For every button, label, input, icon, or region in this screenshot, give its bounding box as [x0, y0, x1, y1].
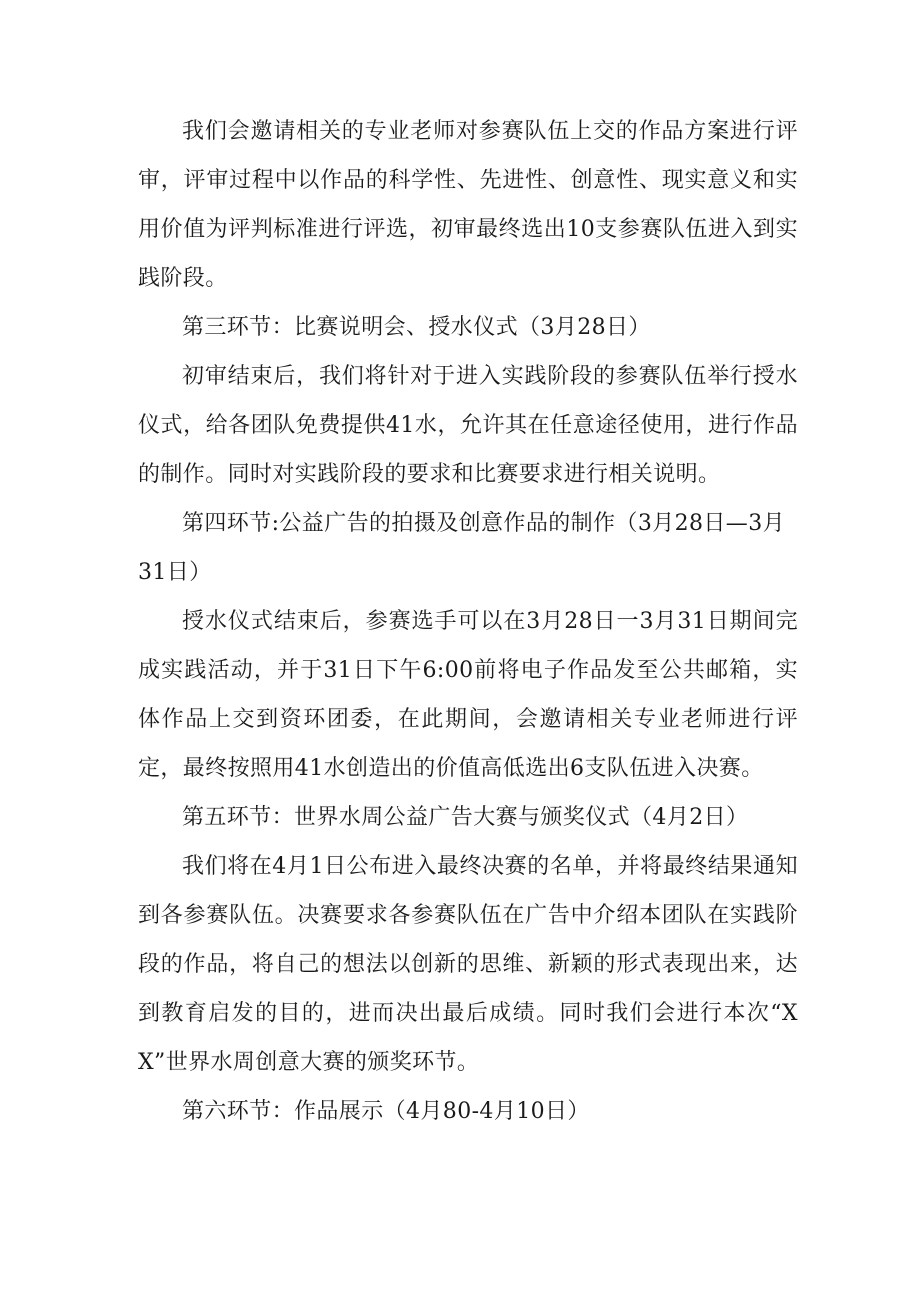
- section-heading-stage-6: 第六环节：作品展示（4月80-4月10日）: [182, 1099, 590, 1124]
- paragraph-practice-period: 授水仪式结束后，参赛选手可以在3月28日一3月31日期间完成实践活动，并于31日下午6:00前将电子作品发至公共邮箱，实体作品上交到资环团委，在此期间，会邀请相关专业老师进行评定，最终按照用41水创造出的价值高低选出6支队伍进入决赛。: [138, 609, 798, 781]
- paragraph-review-process: 我们会邀请相关的专业老师对参赛队伍上交的作品方案进行评审，评审过程中以作品的科学性、先进性、创意性、现实意义和实用价值为评判标准进行评选，初审最终选出10支参赛队伍进入到实践阶段。: [138, 119, 798, 291]
- paragraph-water-ceremony: 初审结束后，我们将针对于进入实践阶段的参赛队伍举行授水仪式，给各团队免费提供41水，允许其在任意途径使用，进行作品的制作。同时对实践阶段的要求和比赛要求进行相关说明。: [138, 364, 798, 487]
- document-body: [138, 107, 798, 1136]
- section-heading-stage-5: 第五环节：世界水周公益广告大赛与颁奖仪式（4月2日）: [182, 805, 749, 830]
- section-heading-stage-4: 第四环节:公益广告的拍摄及创意作品的制作（3月28日—3月31日）: [138, 511, 786, 585]
- section-heading-stage-3: 第三环节：比赛说明会、授水仪式（3月28日）: [182, 315, 651, 340]
- paragraph-final-contest: 我们将在4月1日公布进入最终决赛的名单，并将最终结果通知到各参赛队伍。决赛要求各参赛队伍在广告中介绍本团队在实践阶段的作品，将自己的想法以创新的思维、新颖的形式表现出来，达到教育启发的目的，进而决出最后成绩。同时我们会进行本次“XX”世界水周创意大赛的颁奖环节。: [138, 854, 798, 1075]
